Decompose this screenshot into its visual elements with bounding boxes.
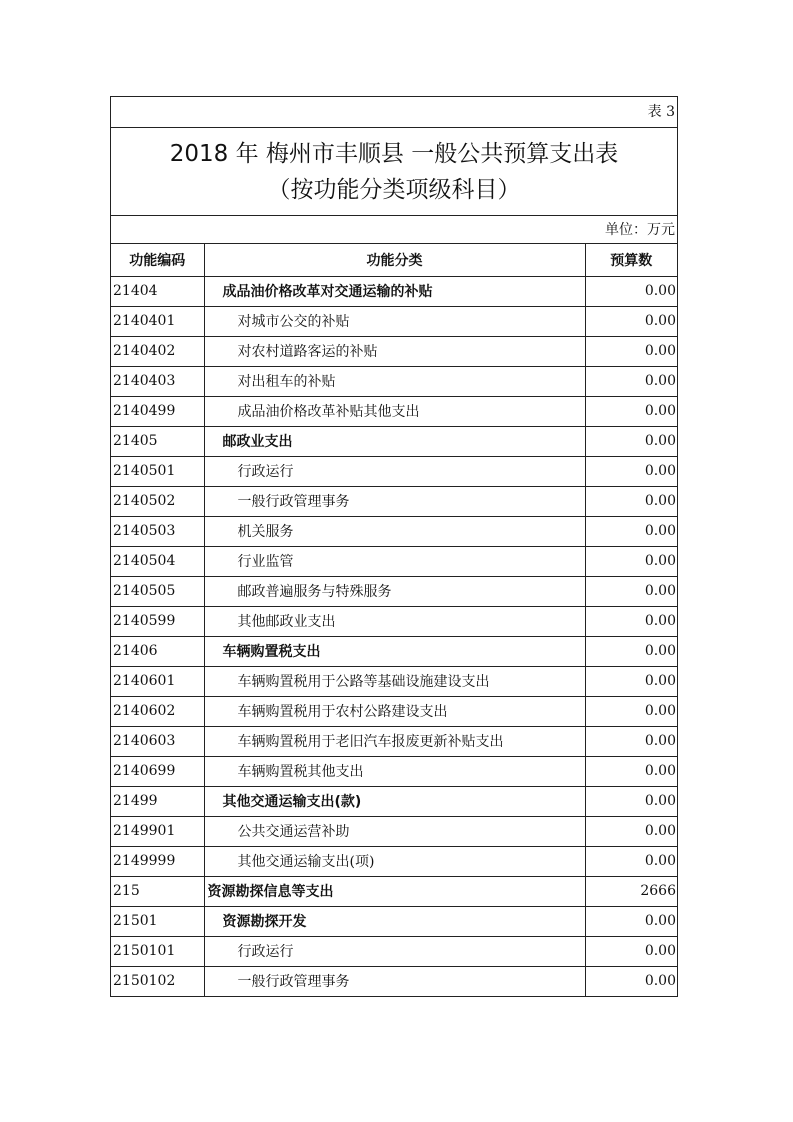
- cell-code: 2149999: [111, 846, 204, 876]
- cell-amount: 0.00: [585, 546, 677, 576]
- table-row: [111, 966, 677, 996]
- table-row: [111, 336, 677, 366]
- cell-amount: 0.00: [585, 756, 677, 786]
- cell-code: 2140505: [111, 576, 204, 606]
- cell-name: 一般行政管理事务: [204, 966, 585, 996]
- cell-code: 215: [111, 876, 204, 906]
- cell-name: 对出租车的补贴: [204, 366, 585, 396]
- cell-name: 成品油价格改革对交通运输的补贴: [204, 276, 585, 306]
- table-row: [111, 276, 677, 306]
- table-row: [111, 756, 677, 786]
- cell-code: 2140601: [111, 666, 204, 696]
- cell-amount: 0.00: [585, 366, 677, 396]
- cell-name: 车辆购置税用于农村公路建设支出: [204, 696, 585, 726]
- table-row: [111, 486, 677, 516]
- table-row: [111, 936, 677, 966]
- cell-amount: 0.00: [585, 576, 677, 606]
- header-code: 功能编码: [111, 244, 204, 276]
- cell-name: 其他交通运输支出(款): [204, 786, 585, 816]
- cell-name: 邮政业支出: [204, 426, 585, 456]
- table-row: [111, 696, 677, 726]
- cell-code: 21406: [111, 636, 204, 666]
- cell-name: 资源勘探信息等支出: [204, 876, 585, 906]
- cell-name: 成品油价格改革补贴其他支出: [204, 396, 585, 426]
- cell-amount: 0.00: [585, 396, 677, 426]
- cell-code: 2149901: [111, 816, 204, 846]
- cell-name: 邮政普遍服务与特殊服务: [204, 576, 585, 606]
- cell-code: 21499: [111, 786, 204, 816]
- cell-name: 车辆购置税用于老旧汽车报废更新补贴支出: [204, 726, 585, 756]
- cell-name: 行业监管: [204, 546, 585, 576]
- cell-amount: 0.00: [585, 516, 677, 546]
- table-row: [111, 846, 677, 876]
- table-row: [111, 906, 677, 936]
- cell-name: 其他交通运输支出(项): [204, 846, 585, 876]
- cell-name: 其他邮政业支出: [204, 606, 585, 636]
- cell-amount: 0.00: [585, 606, 677, 636]
- cell-amount: 0.00: [585, 846, 677, 876]
- table-row: [111, 396, 677, 426]
- table-row: [111, 306, 677, 336]
- cell-code: 2140602: [111, 696, 204, 726]
- cell-name: 机关服务: [204, 516, 585, 546]
- cell-amount: 0.00: [585, 726, 677, 756]
- cell-name: 一般行政管理事务: [204, 486, 585, 516]
- cell-amount: 0.00: [585, 426, 677, 456]
- header-amount: 预算数: [585, 244, 677, 276]
- table-row: [111, 456, 677, 486]
- table-row: [111, 576, 677, 606]
- cell-code: 21405: [111, 426, 204, 456]
- cell-code: 2140499: [111, 396, 204, 426]
- cell-name: 资源勘探开发: [204, 906, 585, 936]
- cell-amount: 0.00: [585, 636, 677, 666]
- unit-label: 单位：万元: [111, 216, 677, 244]
- cell-amount: 0.00: [585, 906, 677, 936]
- cell-amount: 0.00: [585, 936, 677, 966]
- cell-code: 2140403: [111, 366, 204, 396]
- cell-amount: 0.00: [585, 276, 677, 306]
- cell-code: 2150101: [111, 936, 204, 966]
- table-row: [111, 816, 677, 846]
- table-row: [111, 606, 677, 636]
- cell-code: 2140402: [111, 336, 204, 366]
- cell-name: 公共交通运营补助: [204, 816, 585, 846]
- cell-code: 2140699: [111, 756, 204, 786]
- cell-amount: 2666: [585, 876, 677, 906]
- table-row: [111, 426, 677, 456]
- cell-code: 2140599: [111, 606, 204, 636]
- cell-amount: 0.00: [585, 966, 677, 996]
- table-header-row: [111, 244, 677, 276]
- table-row: [111, 726, 677, 756]
- page-title: [111, 128, 677, 216]
- title-line-2: （按功能分类项级科目）: [267, 177, 521, 203]
- table-row: [111, 786, 677, 816]
- table-row: [111, 666, 677, 696]
- cell-amount: 0.00: [585, 786, 677, 816]
- header-name: 功能分类: [204, 244, 585, 276]
- cell-amount: 0.00: [585, 336, 677, 366]
- budget-sheet: [110, 96, 678, 997]
- cell-name: 车辆购置税其他支出: [204, 756, 585, 786]
- cell-code: 21501: [111, 906, 204, 936]
- table-row: [111, 876, 677, 906]
- cell-code: 2150102: [111, 966, 204, 996]
- cell-name: 对城市公交的补贴: [204, 306, 585, 336]
- cell-name: 行政运行: [204, 936, 585, 966]
- cell-code: 2140502: [111, 486, 204, 516]
- table-number: 表 3: [111, 97, 677, 128]
- cell-amount: 0.00: [585, 816, 677, 846]
- cell-amount: 0.00: [585, 696, 677, 726]
- title-line-1: 2018 年 梅州市丰顺县 一般公共预算支出表: [169, 141, 619, 167]
- cell-name: 对农村道路客运的补贴: [204, 336, 585, 366]
- cell-code: 21404: [111, 276, 204, 306]
- cell-name: 车辆购置税支出: [204, 636, 585, 666]
- table-row: [111, 516, 677, 546]
- budget-table: [111, 244, 677, 997]
- cell-code: 2140501: [111, 456, 204, 486]
- cell-name: 车辆购置税用于公路等基础设施建设支出: [204, 666, 585, 696]
- cell-amount: 0.00: [585, 486, 677, 516]
- table-row: [111, 546, 677, 576]
- cell-code: 2140504: [111, 546, 204, 576]
- cell-name: 行政运行: [204, 456, 585, 486]
- cell-code: 2140503: [111, 516, 204, 546]
- cell-amount: 0.00: [585, 306, 677, 336]
- table-row: [111, 636, 677, 666]
- cell-code: 2140401: [111, 306, 204, 336]
- table-row: [111, 366, 677, 396]
- cell-amount: 0.00: [585, 666, 677, 696]
- cell-code: 2140603: [111, 726, 204, 756]
- cell-amount: 0.00: [585, 456, 677, 486]
